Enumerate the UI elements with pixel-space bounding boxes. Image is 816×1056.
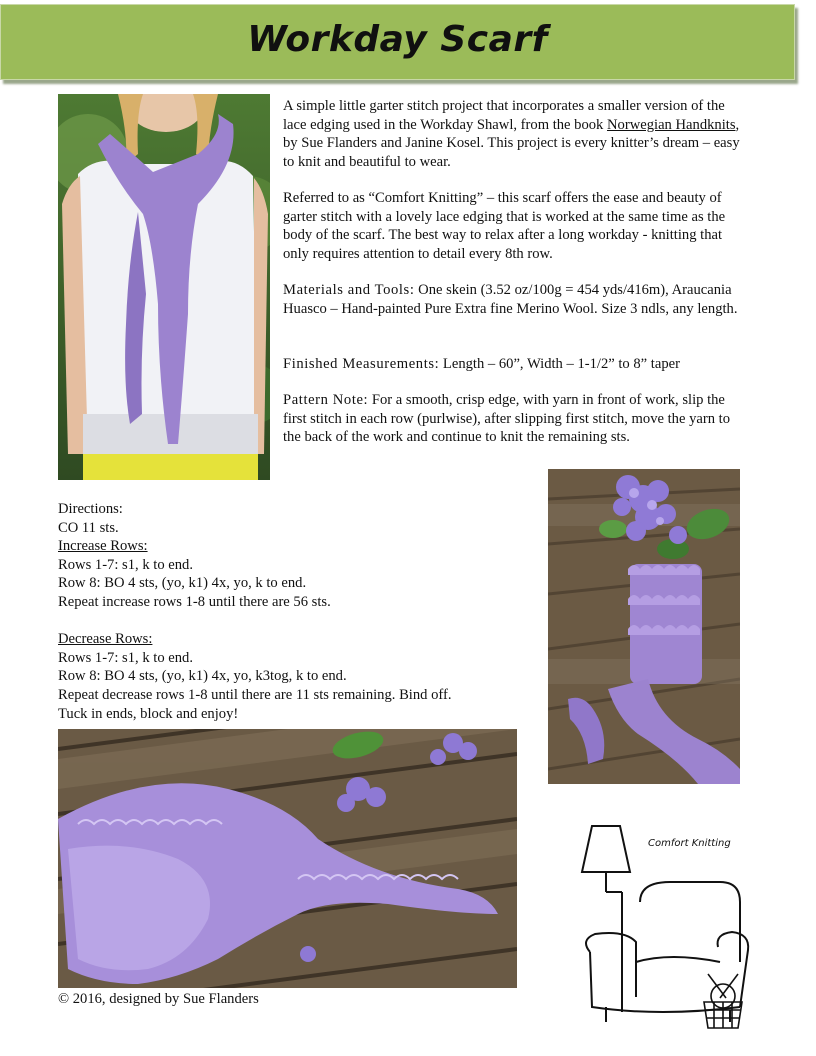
pattern-note-text: For a smooth, crisp edge, with yarn in front of work, slip the first stitch in each row (purlwise), after slipping first stitch, move the yarn to the back of the work and continue to knit the remaining sts. bbox=[283, 392, 731, 446]
intro-paragraph-1 bbox=[283, 97, 751, 171]
page-title: Workday Scarf bbox=[247, 19, 548, 60]
cast-on-line: CO 11 sts. bbox=[58, 519, 119, 536]
photo-woman-wearing-scarf bbox=[58, 94, 270, 480]
decrease-row-line: Tuck in ends, block and enjoy! bbox=[58, 705, 239, 722]
decrease-row-line: Rows 1-7: s1, k to end. bbox=[58, 649, 193, 666]
materials-paragraph bbox=[283, 281, 751, 318]
directions-section bbox=[58, 500, 528, 723]
intro-text: A simple little garter stitch project that incorporates a smaller version of the lace edging used in the Workday Shawl, from the book bbox=[283, 98, 725, 133]
increase-rows-heading: Increase Rows: bbox=[58, 538, 148, 555]
decrease-row-line: Repeat decrease rows 1-8 until there are 11 sts remaining. Bind off. bbox=[58, 686, 452, 703]
title-banner bbox=[0, 4, 795, 80]
increase-row-line: Repeat increase rows 1-8 until there are 56 sts. bbox=[58, 593, 331, 610]
increase-row-line: Row 8: BO 4 sts, (yo, k1) 4x, yo, k to end. bbox=[58, 575, 307, 592]
materials-label: Materials and Tools: bbox=[283, 282, 415, 298]
decrease-row-line: Row 8: BO 4 sts, (yo, k1) 4x, yo, k3tog, k to end. bbox=[58, 668, 347, 685]
photo-scarf-on-deck bbox=[58, 729, 517, 988]
pattern-note-paragraph bbox=[283, 391, 751, 447]
illustration-caption: Comfort Knitting bbox=[648, 838, 731, 849]
book-link[interactable]: Norwegian Handknits bbox=[607, 116, 736, 133]
increase-row-line: Rows 1-7: s1, k to end. bbox=[58, 556, 193, 573]
intro-text-end: , by Sue Flanders and Janine Kosel. This project is every knitter’s dream – easy to knit and beautiful to wear. bbox=[283, 116, 740, 170]
yarn-basket-icon bbox=[700, 972, 746, 1030]
directions-heading: Directions: bbox=[58, 501, 123, 517]
photo-lilac-scarf-vase bbox=[548, 469, 740, 784]
intro-paragraph-2: Referred to as “Comfort Knitting” – this scarf offers the ease and beauty of garter stitch with a lovely lace edging that is worked at the same time as the body of the scarf. The best way to relax after a long workday - knitting that only requires attention to detail every 8th row. bbox=[283, 190, 726, 262]
copyright-notice: © 2016, designed by Sue Flanders bbox=[58, 991, 259, 1007]
measurements-label: Finished Measurements: bbox=[283, 356, 440, 372]
materials-text: One skein (3.52 oz/100g = 454 yds/416m), Araucania Huasco – Hand-painted Pure Extra fine Merino Wool. Size 3 ndls, any length. bbox=[283, 282, 738, 317]
comfort-knitting-illustration bbox=[570, 822, 776, 1034]
measurements-paragraph bbox=[283, 355, 751, 374]
measurements-text: Length – 60”, Width – 1-1/2” to 8” taper bbox=[439, 356, 680, 372]
pattern-note-label: Pattern Note: bbox=[283, 392, 369, 408]
decrease-rows-heading: Decrease Rows: bbox=[58, 631, 153, 648]
